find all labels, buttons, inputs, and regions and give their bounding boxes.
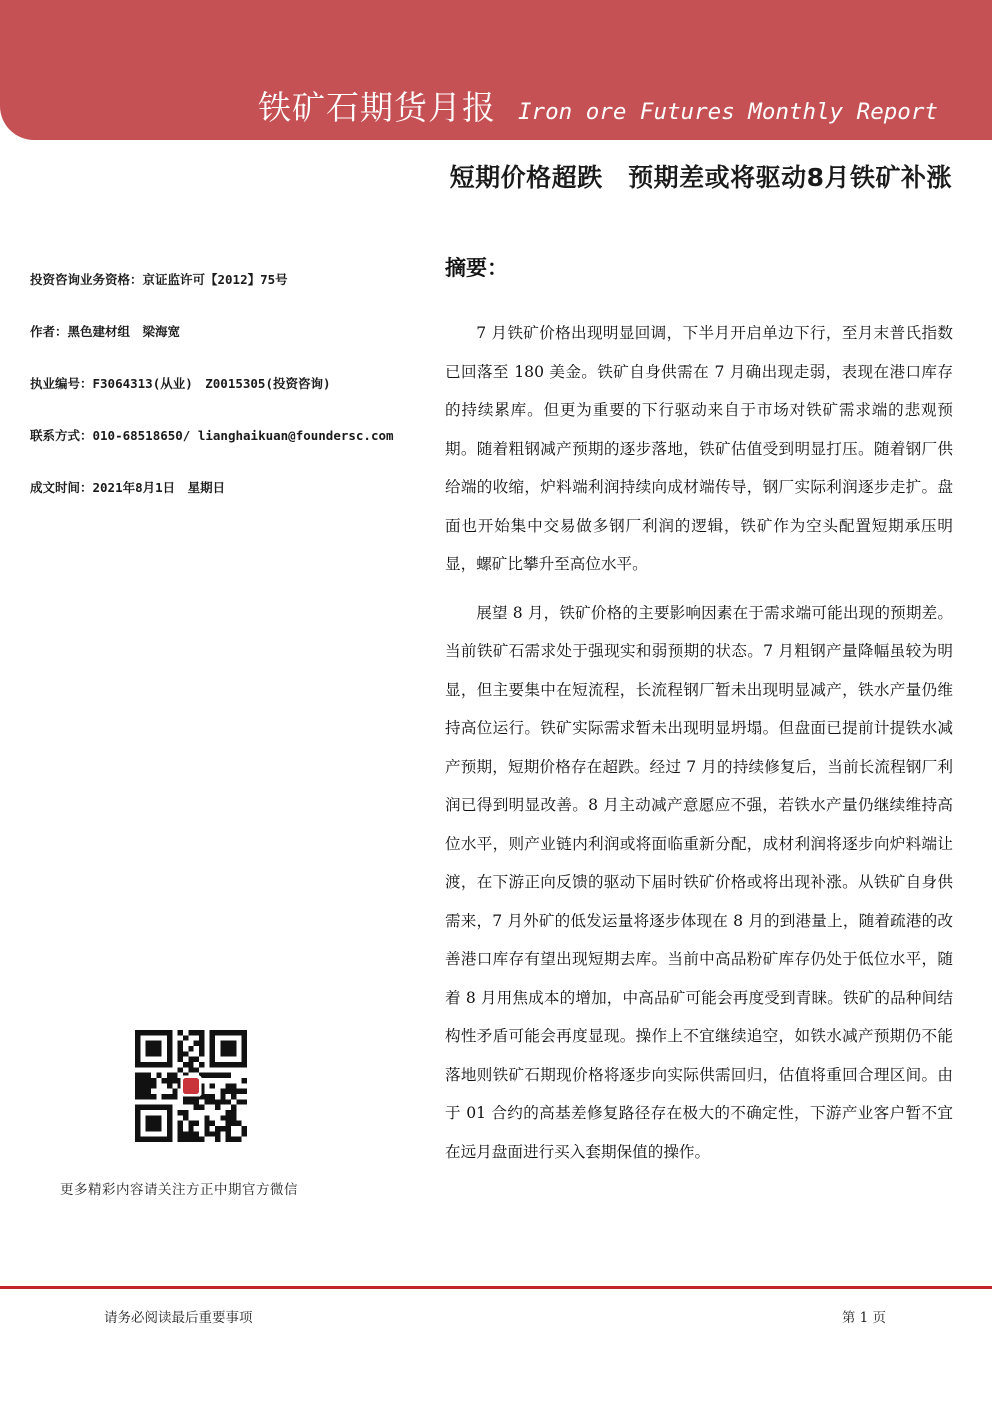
qr-code-icon xyxy=(135,1030,247,1142)
date-line: 成文时间：2021年8月1日 星期日 xyxy=(30,480,226,495)
summary-paragraph: 7 月铁矿价格出现明显回调，下半月开启单边下行，至月末普氏指数已回落至 180 美金。铁矿自身供需在 7 月确出现走弱，表现在港口库存的持续累库。但更为重要的下行驱动来自于市场对铁矿需求端的悲观预期。随着粗钢减产预期的逐步落地，铁矿估值受到明显打压。随着钢厂供给端的收缩，炉料端利润持续向成材端传导，钢厂实际利润逐步走扩。盘面也开始集中交易做多钢厂利润的逻辑，铁矿作为空头配置短期承压明显，螺矿比攀升至高位水平。 xyxy=(445,324,953,573)
summary-paragraph: 展望 8 月，铁矿价格的主要影响因素在于需求端可能出现的预期差。当前铁矿石需求处于强现实和弱预期的状态。7 月粗钢产量降幅虽较为明显，但主要集中在短流程，长流程钢厂暂未出现明显减产，铁水产量仍维持高位运行。铁矿实际需求暂未出现明显坍塌。但盘面已提前计提铁水减产预期，短期价格存在超跌。经过 7 月的持续修复后，当前长流程钢厂利润已得到明显改善。8 月主动减产意愿应不强，若铁水产量仍继续维持高位水平，则产业链内利润或将面临重新分配，成材利润将逐步向炉料端让渡，在下游正向反馈的驱动下届时铁矿价格或将出现补涨。从铁矿自身供需来，7 月外矿的低发运量将逐步体现在 8 月的到港量上，随着疏港的改善港口库存有望出现短期去库。当前中高品粉矿库存仍处于低位水平，随着 8 月用焦成本的增加，中高品矿可能会再度受到青睐。铁矿的品种间结构性矛盾可能会再度显现。操作上不宜继续追空，如铁水减产预期仍不能落地则铁矿石期现价格将逐步向实际供需回归，估值将重回合理区间。由于 01 合约的高基差修复路径存在极大的不确定性，下游产业客户暂不宜在远月盘面进行买入套期保值的操作。 xyxy=(445,603,953,1161)
qr-caption: 更多精彩内容请关注方正中期官方微信 xyxy=(60,1182,298,1198)
page-number: 第 1 页 xyxy=(841,1310,886,1326)
author-info xyxy=(30,270,410,530)
footer-disclaimer: 请务必阅读最后重要事项 xyxy=(104,1310,253,1326)
author-line: 作者：黑色建材组 梁海宽 xyxy=(30,324,181,339)
summary-heading: 摘要： xyxy=(445,256,508,280)
summary-body xyxy=(445,314,953,1171)
license-line: 执业编号：F3064313(从业) Z0015305(投资咨询) xyxy=(30,376,331,391)
qualification-line: 投资咨询业务资格：京证监许可【2012】75号 xyxy=(30,272,288,287)
report-subtitle: 短期价格超跌 预期差或将驱动8月铁矿补涨 xyxy=(449,163,952,192)
report-title xyxy=(258,82,938,132)
report-title-cn: 铁矿石期货月报 xyxy=(258,88,496,127)
report-title-en: Iron ore Futures Monthly Report xyxy=(518,99,938,125)
footer-rule xyxy=(0,1286,992,1289)
contact-line: 联系方式：010-68518650/ lianghaikuan@foundersc.com xyxy=(30,428,394,443)
